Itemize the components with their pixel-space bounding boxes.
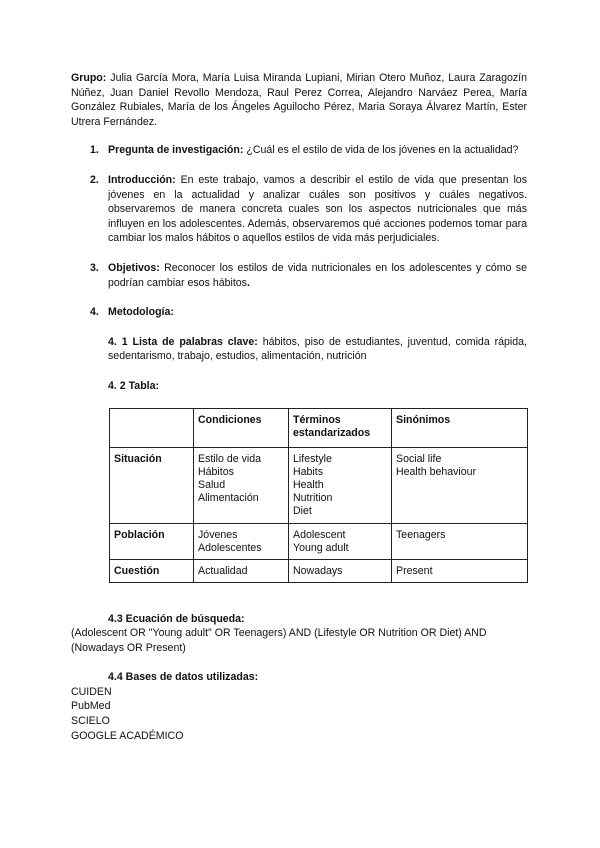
section-number: 2.	[90, 173, 99, 186]
methodology-label: Metodología:	[108, 306, 174, 319]
search-equation-title: 4.3 Ecuación de búsqueda:	[108, 612, 245, 625]
row-label: Situación	[110, 447, 194, 523]
cell-line: Salud	[198, 478, 226, 491]
conditions-cell	[194, 559, 289, 582]
row-label: Cuestión	[110, 559, 194, 582]
table-header-cell: Términos estandarizados	[289, 408, 392, 447]
section-methodology	[71, 305, 527, 393]
question-text: ¿Cuál es el estilo de vida de los jóvenes en la actualidad?	[246, 144, 519, 157]
introduction-label: Introducción:	[108, 173, 176, 186]
table-row	[110, 447, 528, 523]
question-label: Pregunta de investigación:	[108, 144, 244, 157]
objectives-end: .	[246, 276, 250, 289]
databases-list	[71, 685, 527, 743]
keywords-text: hábitos, piso de estudiantes, juventud, comida rápida, sedentarismo, trabajo, estudios, alimentación, nutrición	[108, 335, 527, 363]
table-header-cell	[110, 408, 194, 447]
cell-line: Social life	[396, 452, 442, 465]
cell-line: Nowadays	[293, 564, 343, 577]
objectives-label: Objetivos:	[108, 261, 160, 274]
table-header-cell: Condiciones	[194, 408, 289, 447]
synonyms-cell	[392, 523, 528, 559]
cell-line: Hábitos	[198, 465, 234, 478]
cell-line: Jóvenes	[198, 528, 238, 541]
numbered-sections	[71, 143, 527, 393]
list-item: PubMed	[71, 700, 111, 713]
terms-table	[109, 408, 528, 583]
search-equation-text: (Adolescent OR "Young adult" OR Teenagers) AND (Lifestyle OR Nutrition OR Diet) AND (Nowadays OR Present)	[71, 627, 487, 654]
list-item: SCIELO	[71, 715, 110, 728]
list-item: CUIDEN	[71, 685, 112, 698]
terms-cell	[289, 559, 392, 582]
group-members: Julia García Mora, María Luisa Miranda Lupiani, Mirian Otero Muñoz, Laura Zaragozín Núñez, Juan Daniel Revollo Mendoza, Raul Perez Correa, Alejandro Narváez Perea, María González Rubiales, María de los Ángeles Aguilocho Pérez, Maria Soraya Álvarez Martín, Ester Utrera Fernández.	[71, 72, 527, 128]
cell-line: Young adult	[293, 541, 349, 554]
databases-title: 4.4 Bases de datos utilizadas:	[108, 671, 259, 684]
document-page	[71, 71, 527, 743]
list-item: GOOGLE ACADÉMICO	[71, 729, 184, 742]
conditions-cell	[194, 447, 289, 523]
databases-section	[71, 670, 527, 743]
cell-line: Habits	[293, 465, 324, 478]
cell-line: Diet	[293, 504, 312, 517]
search-equation-section	[71, 612, 527, 656]
terms-cell	[289, 523, 392, 559]
cell-line: Adolescentes	[198, 541, 262, 554]
synonyms-cell	[392, 447, 528, 523]
keywords-paragraph	[108, 335, 527, 364]
cell-line: Health	[293, 478, 324, 491]
section-number: 3.	[90, 261, 99, 274]
table-label: 4. 2 Tabla:	[108, 379, 160, 392]
group-label: Grupo:	[71, 72, 107, 84]
cell-line: Present	[396, 564, 433, 577]
introduction-text: En este trabajo, vamos a describir el estilo de vida que presentan los jóvenes en la actualidad y analizar cuáles son positivos y cuáles negativos. observaremos de manera concreta cuales son los aspectos nutricionales que más influyen en los adolescentes. Además, observaremos qué acciones podemos tomar para cambiar los malos hábitos o aquellos estilos de vida más perjudiciales.	[108, 173, 527, 245]
cell-line: Health behaviour	[396, 465, 477, 478]
section-number: 1.	[90, 144, 99, 157]
row-label: Población	[110, 523, 194, 559]
terms-cell	[289, 447, 392, 523]
table-row	[110, 523, 528, 559]
group-paragraph	[71, 71, 527, 129]
cell-line: Lifestyle	[293, 452, 332, 465]
section-objectives	[71, 261, 527, 290]
keywords-label: 4. 1 Lista de palabras clave:	[108, 335, 258, 348]
synonyms-cell	[392, 559, 528, 582]
cell-line: Estilo de vida	[198, 452, 262, 465]
section-number: 4.	[90, 306, 99, 319]
cell-line: Actualidad	[198, 564, 248, 577]
table-header-row	[110, 408, 528, 447]
cell-line: Teenagers	[396, 528, 446, 541]
conditions-cell	[194, 523, 289, 559]
section-introduction	[71, 173, 527, 246]
table-header-cell: Sinónimos	[392, 408, 528, 447]
objectives-text: Reconocer los estilos de vida nutricionales en los adolescentes y cómo se podrían cambiar esos hábitos	[108, 261, 527, 289]
section-question	[71, 143, 527, 158]
table-row	[110, 559, 528, 582]
cell-line: Alimentación	[198, 491, 259, 504]
cell-line: Nutrition	[293, 491, 333, 504]
cell-line: Adolescent	[293, 528, 346, 541]
